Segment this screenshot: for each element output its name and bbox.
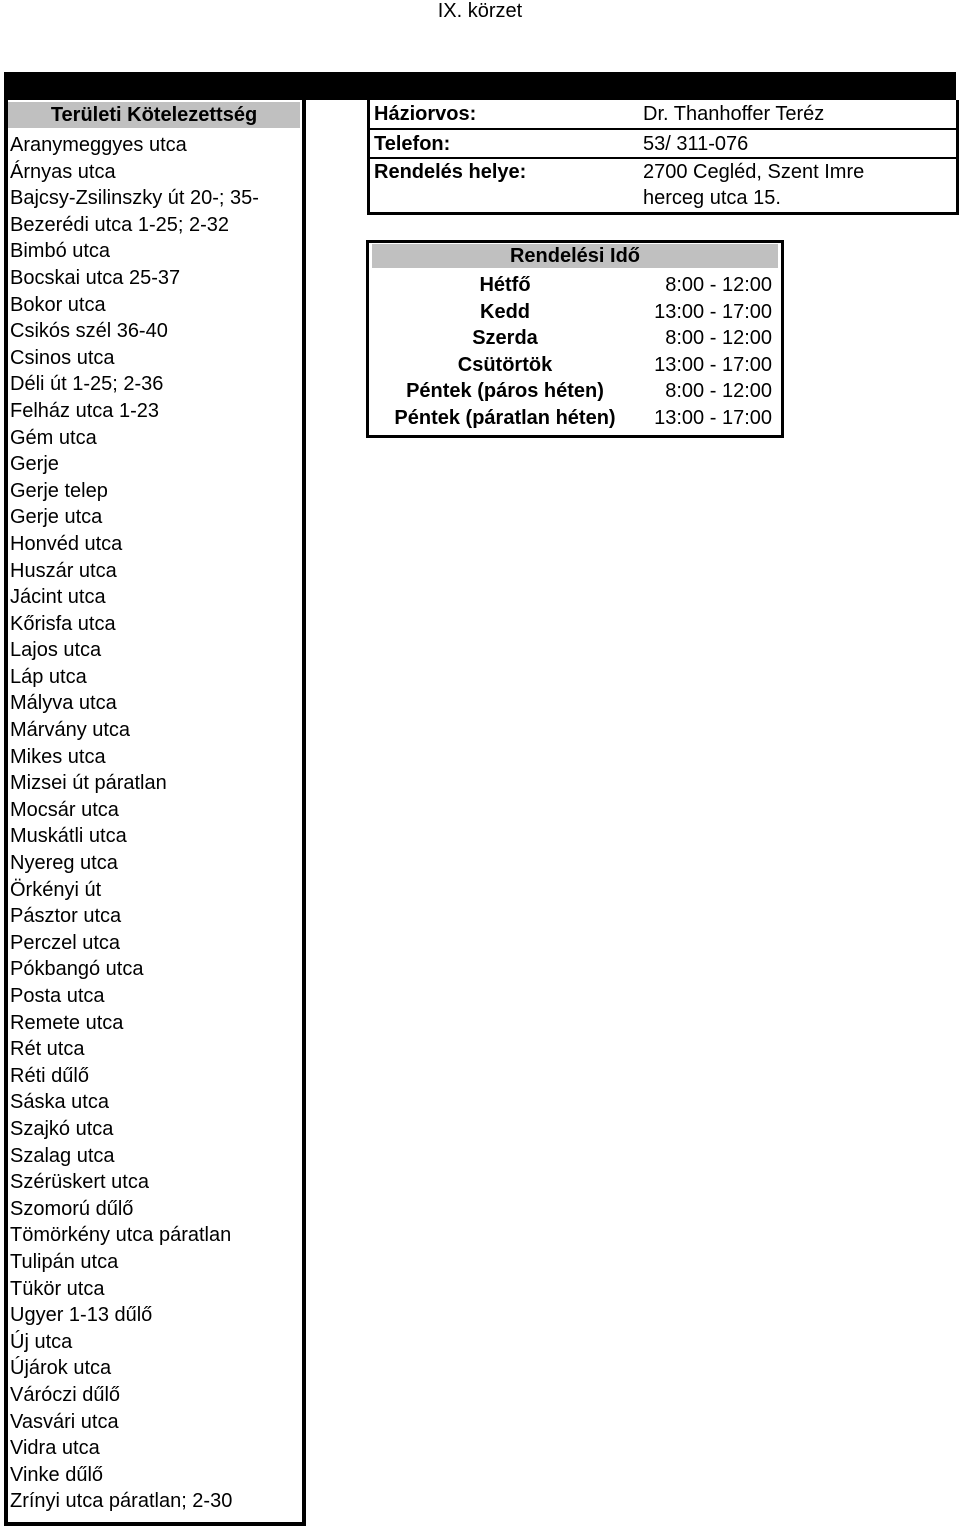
schedule-time: 13:00 - 17:00 — [654, 300, 772, 323]
schedule-day: Hétfő — [479, 274, 531, 296]
schedule-row — [372, 378, 774, 404]
street-item: Vasvári utca — [10, 1410, 119, 1433]
street-item: Huszár utca — [10, 559, 117, 582]
street-item: Tükör utca — [10, 1277, 105, 1300]
streets-header: Területi Kötelezettség — [8, 102, 300, 128]
street-item: Csikós szél 36-40 — [10, 320, 168, 343]
street-item: Tömörkény utca páratlan — [10, 1224, 232, 1247]
street-item: Aranymeggyes utca — [10, 134, 187, 156]
schedule-row — [372, 405, 774, 431]
street-item: Felház utca 1-23 — [10, 399, 159, 422]
street-item: Ugyer 1-13 dűlő — [10, 1304, 153, 1327]
street-item: Posta utca — [10, 985, 105, 1007]
street-item: Bajcsy-Zsilinszky út 20-; 35- — [10, 187, 259, 210]
schedule-header: Rendelési Idő — [372, 244, 778, 268]
street-item: Márvány utca — [10, 719, 131, 742]
street-item: Szomorú dűlő — [10, 1197, 134, 1220]
street-item: Nyereg utca — [10, 852, 118, 875]
street-item: Mizsei út páratlan — [10, 772, 167, 795]
street-item: Bimbó utca — [10, 240, 111, 263]
street-item: Láp utca — [10, 665, 87, 688]
schedule-day: Szerda — [472, 327, 538, 349]
street-item: Muskátli utca — [10, 825, 127, 848]
street-item: Zrínyi utca páratlan; 2-30 — [10, 1490, 233, 1513]
street-item: Déli út 1-25; 2-36 — [10, 373, 164, 396]
schedule-time: 13:00 - 17:00 — [654, 353, 772, 376]
place-label: Rendelés helye: — [374, 161, 527, 183]
schedule-day: Kedd — [480, 300, 530, 323]
district-title: IX. körzet — [452, 75, 542, 97]
street-item: Gém utca — [10, 426, 97, 449]
schedule-row — [372, 272, 774, 298]
street-item: Szalag utca — [10, 1144, 115, 1167]
street-item: Gerje telep — [10, 479, 108, 502]
street-item: Árnyas utca — [10, 160, 116, 183]
schedule-day: Csütörtök — [457, 353, 553, 376]
street-list — [10, 132, 259, 1515]
street-item: Rét utca — [10, 1038, 85, 1061]
street-item: Perczel utca — [10, 931, 121, 954]
street-item: Jácint utca — [10, 586, 106, 609]
street-item: Szajkó utca — [10, 1117, 114, 1140]
schedule-row — [372, 299, 774, 325]
street-item: Új utca — [10, 1330, 73, 1353]
street-item: Remete utca — [10, 1011, 124, 1034]
doctor-name: Dr. Thanhoffer Teréz — [643, 103, 825, 125]
street-item: Váróczi dűlő — [10, 1383, 121, 1406]
street-item: Mocsár utca — [10, 798, 119, 821]
place-line2: herceg utca 15. — [643, 187, 781, 209]
street-item: Mályva utca — [10, 692, 117, 715]
schedule-time: 8:00 - 12:00 — [665, 274, 772, 296]
street-item: Mikes utca — [10, 745, 106, 768]
schedule-day: Péntek (páros héten) — [406, 380, 604, 402]
page-header: IX. körzet — [437, 0, 523, 22]
phone-label: Telefon: — [374, 133, 451, 155]
doctor-label: Háziorvos: — [374, 103, 477, 125]
phone-value: 53/ 311-076 — [643, 133, 749, 155]
street-item: Sáska utca — [10, 1091, 109, 1114]
street-item: Örkényi út — [10, 878, 102, 901]
schedule-time: 8:00 - 12:00 — [665, 380, 772, 402]
street-item: Bokor utca — [10, 293, 106, 316]
street-item: Bocskai utca 25-37 — [10, 266, 181, 289]
street-item: Lajos utca — [10, 639, 102, 662]
place-line1: 2700 Cegléd, Szent Imre — [643, 161, 865, 183]
street-item: Csinos utca — [10, 346, 115, 369]
schedule-row — [372, 352, 774, 378]
schedule-row — [372, 325, 774, 351]
street-item: Szérüskert utca — [10, 1171, 149, 1194]
street-item: Réti dűlő — [10, 1064, 89, 1087]
schedule-time: 8:00 - 12:00 — [665, 327, 772, 349]
street-item: Honvéd utca — [10, 532, 123, 555]
schedule-time: 13:00 - 17:00 — [654, 406, 772, 429]
doctor-row-divider — [367, 157, 956, 159]
street-item: Vidra utca — [10, 1437, 100, 1460]
street-item: Kőrisfa utca — [10, 612, 116, 635]
street-item: Tulipán utca — [10, 1250, 119, 1273]
doctor-row-divider — [367, 128, 956, 130]
schedule-day: Péntek (páratlan héten) — [394, 406, 616, 429]
street-item: Gerje utca — [10, 506, 103, 529]
street-item: Gerje — [10, 453, 59, 476]
street-item: Pásztor utca — [10, 905, 122, 928]
street-item: Bezerédi utca 1-25; 2-32 — [10, 213, 230, 236]
street-item: Pókbangó utca — [10, 958, 144, 981]
street-item: Újárok utca — [10, 1357, 112, 1380]
street-item: Vinke dűlő — [10, 1463, 104, 1486]
